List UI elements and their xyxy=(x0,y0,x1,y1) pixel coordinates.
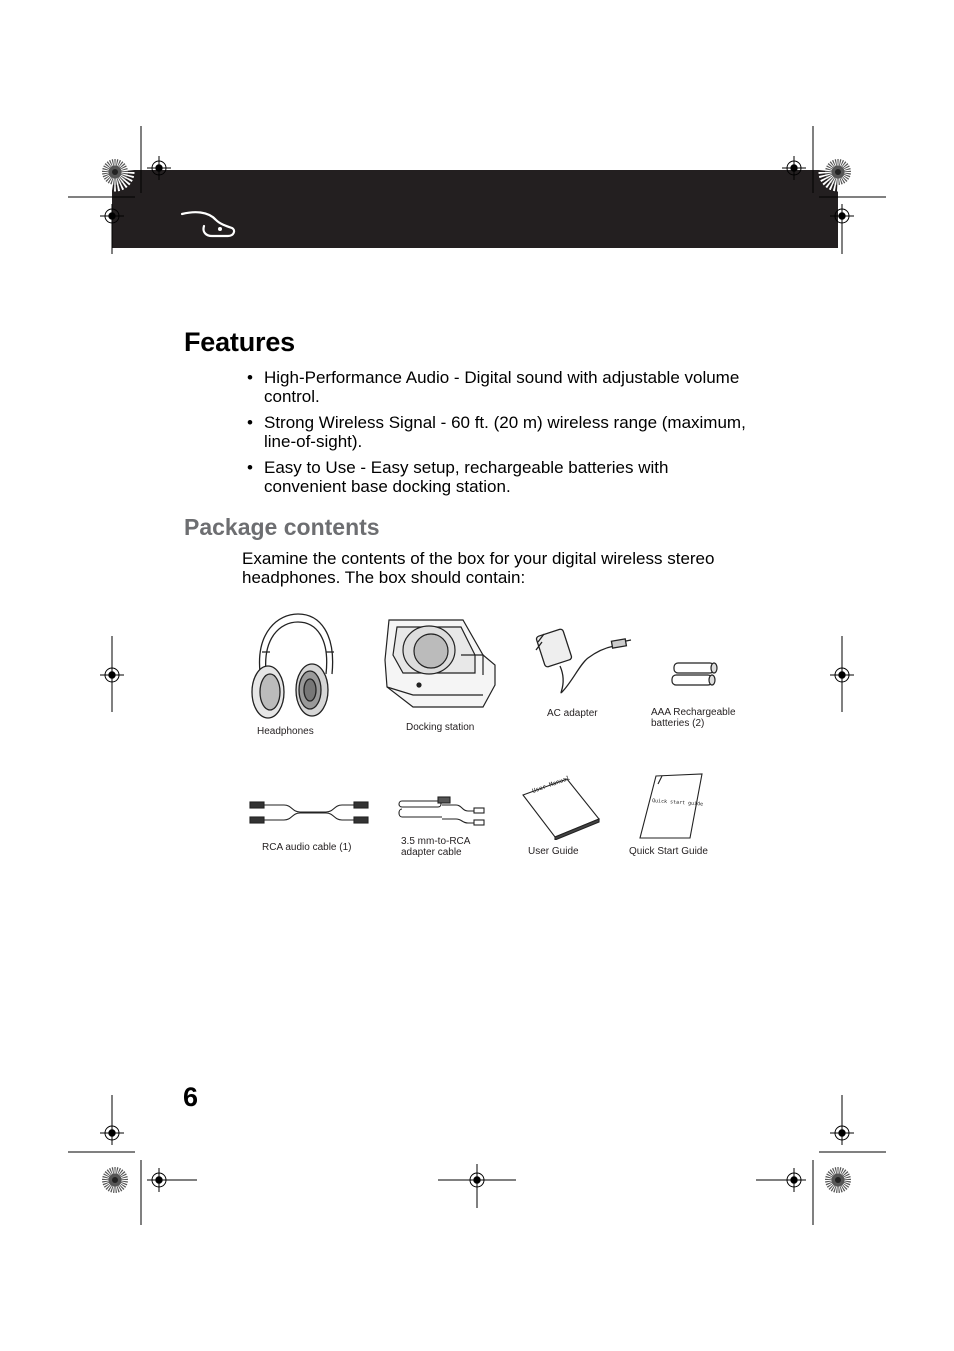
item-caption: AC adapter xyxy=(547,708,598,719)
item-caption: 3.5 mm-to-RCA adapter cable xyxy=(401,836,470,858)
bullet-symbol: • xyxy=(247,458,253,477)
list-item xyxy=(247,458,747,496)
item-caption: RCA audio cable (1) xyxy=(262,842,352,853)
feature-text: Strong Wireless Signal - 60 ft. (20 m) wireless range (maximum, line-of-sight). xyxy=(264,413,746,451)
page-number: 6 xyxy=(183,1082,199,1112)
list-item xyxy=(247,368,747,406)
item-caption: Quick Start Guide xyxy=(629,846,708,857)
features-heading: Features xyxy=(184,327,295,357)
bullet-symbol: • xyxy=(247,413,253,432)
rca-cable-image xyxy=(248,798,373,833)
item-caption: Docking station xyxy=(406,722,475,733)
feature-text: High-Performance Audio - Digital sound with adjustable volume control. xyxy=(264,368,740,406)
user-guide-cover-text: User Manual xyxy=(531,775,572,795)
adapter-cable-image xyxy=(398,795,488,836)
docking-station-image xyxy=(383,615,498,715)
item-caption: Headphones xyxy=(257,726,314,737)
item-caption: User Guide xyxy=(528,846,579,857)
quick-start-guide-image xyxy=(638,772,706,847)
bullet-symbol: • xyxy=(247,368,253,387)
package-contents-heading: Package contents xyxy=(184,514,380,540)
features-list xyxy=(247,368,747,503)
ac-adapter-image xyxy=(532,624,632,704)
quick-start-cover-text: Quick start guide xyxy=(651,798,704,808)
feature-text: Easy to Use - Easy setup, rechargeable batteries with convenient base docking station. xyxy=(264,458,669,496)
batteries-image xyxy=(670,660,722,695)
item-caption: AAA Rechargeable batteries (2) xyxy=(651,707,736,729)
package-intro-text: Examine the contents of the box for your digital wireless stereo headphones. The box should contain: xyxy=(242,549,715,587)
user-guide-image xyxy=(521,775,601,845)
list-item xyxy=(247,413,747,451)
headphones-image xyxy=(248,612,338,725)
